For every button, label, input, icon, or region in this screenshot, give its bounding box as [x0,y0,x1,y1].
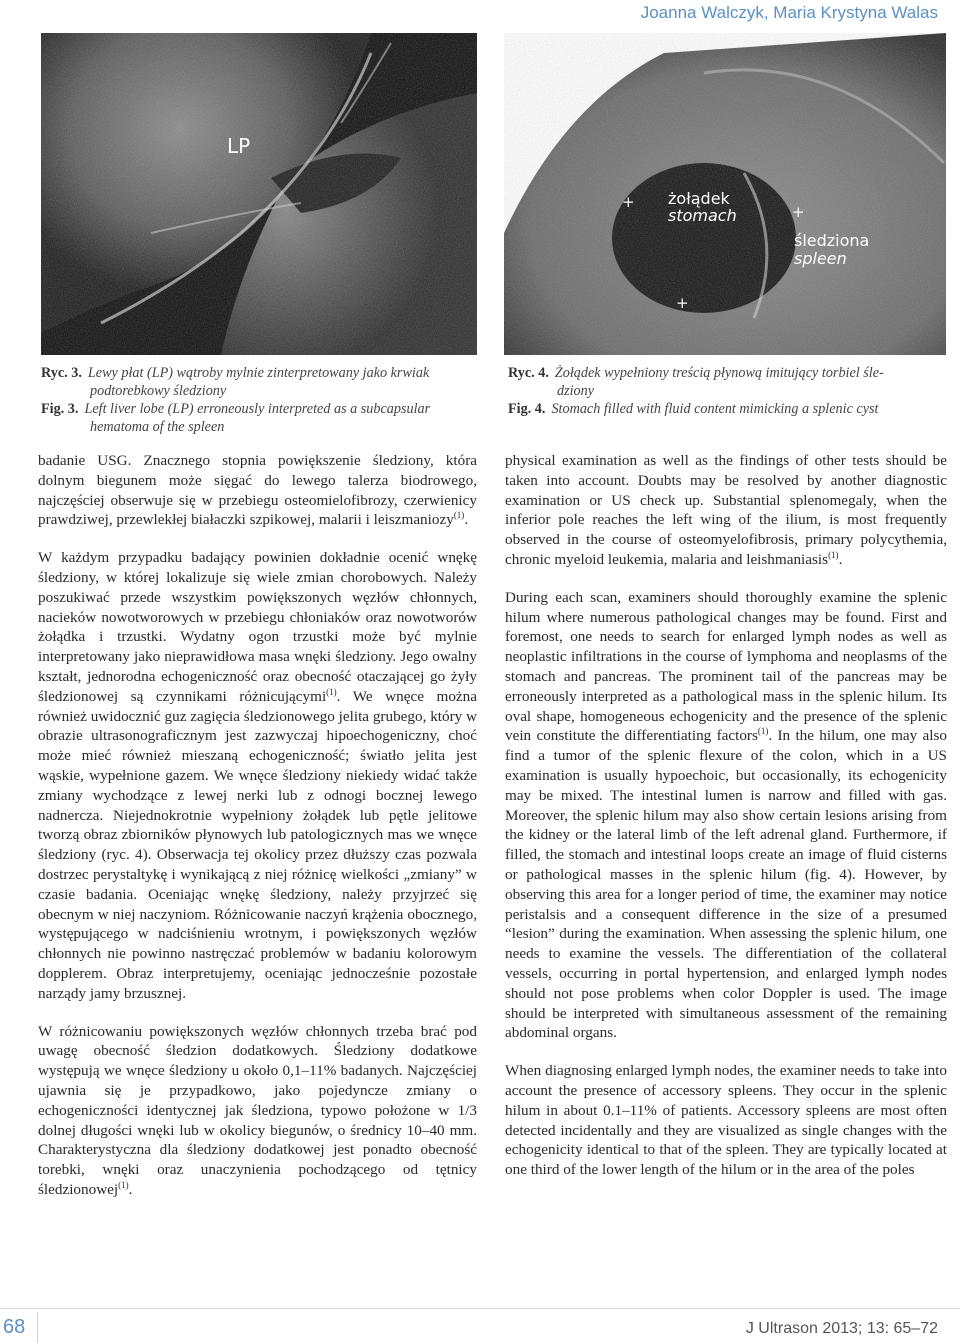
figure-4-caption [508,364,953,418]
figure-3-caption-pl [41,364,481,400]
paragraph [505,451,947,570]
body-column-polish [38,451,477,1218]
paragraph-text: W różnicowaniu powiększonych węzłów chłonnych trzeba brać pod uwagę obecność śledzion dodatkowych. Śledziony dodatkowe występują we wnęce śledziony u około 0,1–11% badanych. Najczęściej ujawnia się je przypadkowo, jako pojedyncze zmiany o echogeniczności identycznej jak śledziona, typowo położone w 1/3 dolnej długości wnęki lub w okolicy biegunów, o średnicy 10–40 mm. Charakterystyczna dla śledziony dodatkowej jest ponadto obecność torebki, wnęki oraz unaczynienia pochodzącego od tętnicy śledzionowej [38,1022,477,1198]
figure-4-caption-en [508,400,953,418]
footer-journal-citation: J Ultrason 2013; 13: 65–72 [745,1320,938,1337]
figure-4-ultrasound [504,33,946,355]
paragraph [505,588,947,1043]
caption-text: Left liver lobe (LP) erroneously interpreted as a subcapsular [84,401,431,417]
paragraph-text: When diagnosing enlarged lymph nodes, the examiner needs to take into account the presence of accessory spleens. They occur in the splenic hilum in about 0.1–11% of patients. Accessory spleens are most often detected incidentally and they are visualized as single changes with the echogenicity identical to that of the spleen. They are typically located at one third of the lower length of the hilum or in the area of the poles [505,1062,947,1179]
caption-text: podtorebkowy śledziony [90,383,227,399]
figure-4-spleen-label-pl: śledziona [794,231,870,250]
paragraph-text: . We wnęce można również uwidocznić guz zagięcia śledzionowego jelita grubego, który w obrazie ultrasonograficznym jest zazwyczaj hipoechogeniczny, choć może mieć również mieszaną echogeniczność; światło jelita jest wąskie, wypełnione gazem. We wnęce śledziony niekiedy widać także zmiany wychodzące z lewej nerki lub z odnogi bocznej lewego nadnercza. Niejednokrotnie wypełniony żołądek lub pętle jelitowe tworzą obraz zbiorników płynowych lub patologicznych mas we wnęce śledziony (ryc. 4). Obserwacja tej okolicy przez dłuższy czas pozwala dostrzec perystaltykę i wynikającą z niej różnicę wielkości „zmiany” w czasie badania. Oceniając wnękę śledziony, należy przyjrzeć się obecnym w niej naczyniom. Różnicowanie naczyń krążenia obocznego, występującego w nadciśnieniu wrotnym, i powiększonych węzłów chłonnych nie powinno nastręczać problemów w badaniu kolorowym dopplerem. Obraz interpretujemy, oceniając jednocześnie pozostałe narządy jamy brzusznej. [38,687,478,1002]
footer-divider [0,1308,960,1309]
paragraph [38,1022,477,1200]
figure-3-caption [41,364,481,436]
paragraph [505,1061,947,1180]
caption-text: Lewy płat (LP) wątroby mylnie zinterpretowany jako krwiak [87,365,430,381]
paragraph-text: . [838,550,843,568]
paragraph [38,451,477,530]
ultrasound-image [41,33,477,355]
paragraph-text: badanie USG. Znacznego stopnia powiększenie śledziony, która dolnym biegunem może sięgać do lewego talerza biodrowego, najczęściej obserwuje się w przebiegu osteomielofibrozy, czerwienicy prawdziwej, przewlekłej białaczki szpikowej, malarii i leiszmaniozy [38,452,477,529]
figure-4-caption-en-label: Fig. 4. [508,401,546,417]
page-number: 68 [0,1312,38,1343]
svg-text:+: + [622,193,635,211]
citation-ref: (1) [757,726,769,737]
caption-text: Stomach filled with fluid content mimicking a splenic cyst [551,401,879,417]
figure-4-stomach-label-pl: żołądek [668,189,730,208]
figure-4-stomach-label-en: stomach [668,206,737,225]
paragraph [38,548,477,1003]
caption-text: Żołądek wypełniony treścią płynową imitujący torbiel śle- [554,365,884,381]
citation-ref: (1) [326,686,337,697]
figure-3-caption-en-label: Fig. 3. [41,401,79,417]
figure-3-lp-label: LP [227,134,251,158]
caption-text: hematoma of the spleen [90,419,225,435]
citation-ref: (1) [118,1179,129,1190]
running-head-authors: Joanna Walczyk, Maria Krystyna Walas [640,3,938,22]
body-column-english [505,451,947,1198]
paragraph-text: During each scan, examiners should thoroughly examine the splenic hilum where numerous pathological changes may be found. First and foremost, one needs to search for enlarged lymph nodes as well as neoplastic infiltrations in the course of lymphoma and neoplasms of the stomach and pancreas. The prominent tail of the pancreas may be erroneously interpreted as a pathological mass in the splenic hilum. Its oval shape, homogeneous echogenicity and the presence of the splenic vein constitute the differentiating factors [505,588,947,745]
paragraph-text: . [464,511,469,529]
paragraph-text: physical examination as well as the findings of other tests should be taken into account. Doubts may be resolved by another diagnostic examination or US check up. Substantial splenomegaly, when the inferior pole reaches the left wing of the ilium, is most frequently observed in the course of osteomyelofibrosis, primary polycythemia, chronic myeloid leukemia, malaria and leishmaniasis [505,452,947,568]
svg-text:+: + [676,294,689,312]
figure-3-ultrasound [41,33,477,355]
figure-4-caption-pl [508,364,953,400]
paragraph-text: . In the hilum, one may also find a tumor of the splenic flexure of the colon, which in a US examination is usually hypoechoic, but occasionally, its echogenicity may be mixed. The intestinal lumen is narrow and filled with gas. Moreover, the splenic hilum may also show certain lesions arising from the kidney or the lateral limb of the left adrenal gland. Furthermore, if filled, the stomach and intestinal loops create an image of fluid cisterns or pathological masses in the splenic hilum (fig. 4). However, by observing this area for a longer period of time, the examiner may notice peristalsis and a consequent difference in the size of a presumed “lesion” during the examination. When assessing the splenic hilum, one needs to examine the vessels. The differentiation of the collateral vessels, occurring in portal hypertension, and enlarged lymph nodes should not pose problems when color Doppler is used. The image should be interpreted with simultaneous assessment of the remaining abdominal organs. [505,727,947,1042]
figure-3-caption-pl-label: Ryc. 3. [41,365,82,381]
paragraph-text: . [128,1180,133,1198]
citation-ref: (1) [828,549,839,560]
citation-ref: (1) [453,510,465,521]
caption-text: dziony [557,383,595,399]
figure-4-caption-pl-label: Ryc. 4. [508,365,549,381]
ultrasound-image [504,33,946,355]
figure-4-spleen-label-en: spleen [794,249,847,268]
paragraph-text: W każdym przypadku badający powinien dokładnie ocenić wnękę śledziony, w której lokalizuje się wiele zmian chorobowych. Należy poszukiwać przede wszystkim powiększonych węzłów chłonnych, nacieków nowotworowych w przebiegu chłoniaków oraz nowotworów żołądka i trzustki. Wydatny ogon trzustki może być mylnie interpretowany jako nieprawidłowa masa wnęki śledziony. Jego owalny kształt, jednorodna echogeniczność oraz obecność otaczającej go żyły śledzionowej są czynnikami różnicującymi [38,549,477,705]
svg-text:+: + [792,203,805,221]
figure-3-caption-en [41,400,481,436]
